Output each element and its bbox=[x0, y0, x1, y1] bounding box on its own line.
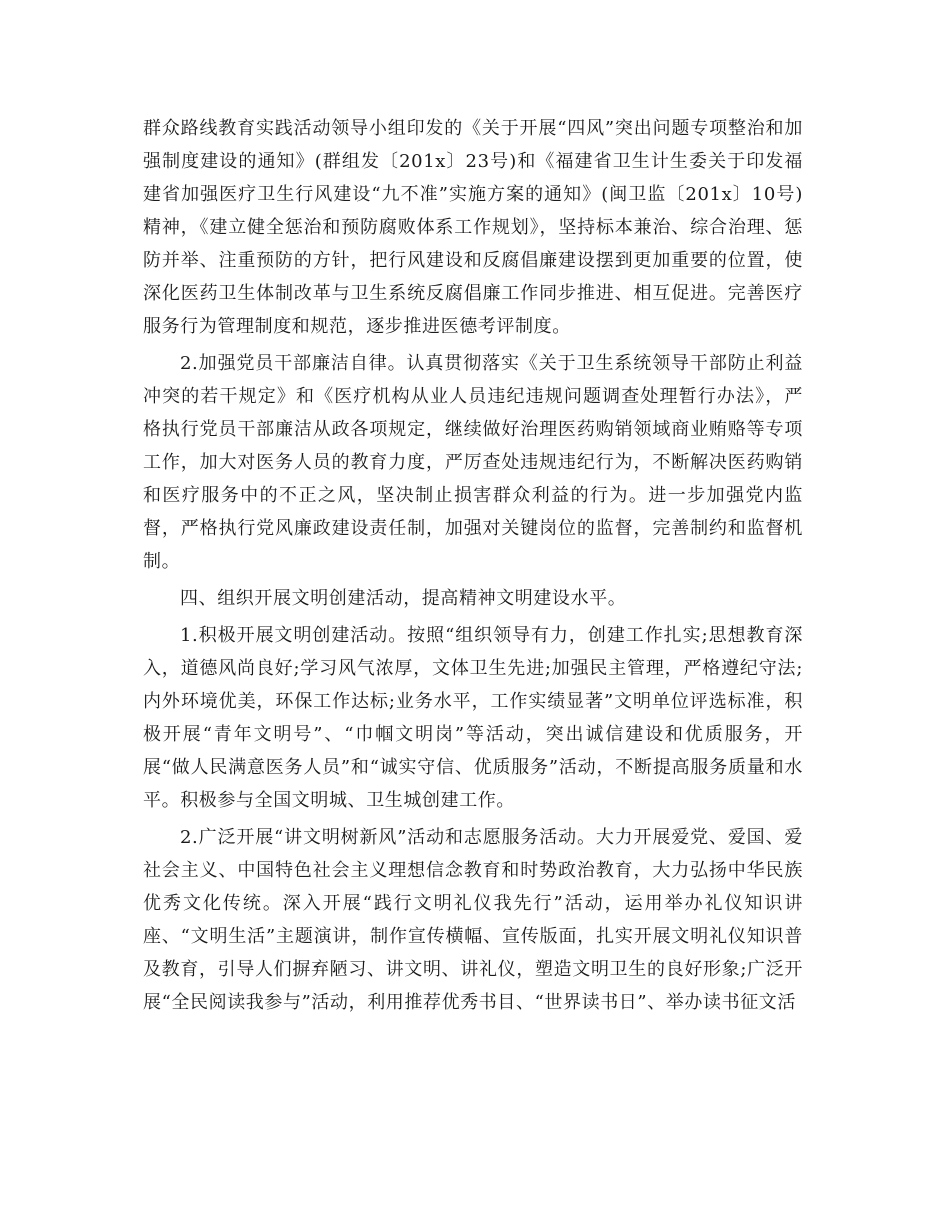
paragraph-volunteer-service: 2.广泛开展“讲文明树新风”活动和志愿服务活动。大力开展爱党、爱国、爱社会主义、中国特色社会主义理想信念教育和时势政治教育，大力弘扬中华民族优秀文化传统。深入开展“践行文明礼仪我先行”活动，运用举办礼仪知识讲座、“文明生活”主题演讲，制作宣传横幅、宣传版面，扎实开展文明礼仪知识普及教育，引导人们摒弃陋习、讲文明、讲礼仪，塑造文明卫生的良好形象;广泛开展“全民阅读我参与”活动，利用推荐优秀书目、“世界读书日”、举办读书征文活 bbox=[143, 827, 803, 1013]
paragraph-continuation: 群众路线教育实践活动领导小组印发的《关于开展“四风”突出问题专项整治和加强制度建设的通知》(群组发〔201x〕23号)和《福建省卫生计生委关于印发福建省加强医疗卫生行风建设“九不准”实施方案的通知》(闽卫监〔201x〕10号)精神，《建立健全惩治和预防腐败体系工作规划》，坚持标本兼治、综合治理、惩防并举、注重预防的方针，把行风建设和反腐倡廉建设摆到更加重要的位置，使深化医药卫生体制改革与卫生系统反腐倡廉工作同步推进、相互促进。完善医疗服务行为管理制度和规范，逐步推进医德考评制度。 bbox=[143, 118, 803, 337]
paragraph-integrity-self-discipline: 2.加强党员干部廉洁自律。认真贯彻落实《关于卫生系统领导干部防止利益冲突的若干规定》和《医疗机构从业人员违纪违规问题调查处理暂行办法》，严格执行党员干部廉洁从政各项规定，继续做好治理医药购销领域商业贿赂等专项工作，加大对医务人员的教育力度，严厉查处违规违纪行为，不断解决医药购销和医疗服务中的不正之风，坚决制止损害群众利益的行为。进一步加强党内监督，严格执行党风廉政建设责任制，加强对关键岗位的监督，完善制约和监督机制。 bbox=[143, 353, 803, 572]
paragraph-civilization-creation: 1.积极开展文明创建活动。按照“组织领导有力，创建工作扎实;思想教育深入，道德风尚良好;学习风气浓厚，文体卫生先进;加强民主管理，严格遵纪守法;内外环境优美，环保工作达标;业务水平，工作实绩显著”文明单位评选标准，积极开展“青年文明号”、“巾帼文明岗”等活动，突出诚信建设和优质服务，开展“做人民满意医务人员”和“诚实守信、优质服务”活动，不断提高服务质量和水平。积极参与全国文明城、卫生城创建工作。 bbox=[143, 625, 803, 811]
section-heading-civilization-activities: 四、组织开展文明创建活动，提高精神文明建设水平。 bbox=[180, 588, 627, 609]
document-body bbox=[143, 112, 803, 1023]
